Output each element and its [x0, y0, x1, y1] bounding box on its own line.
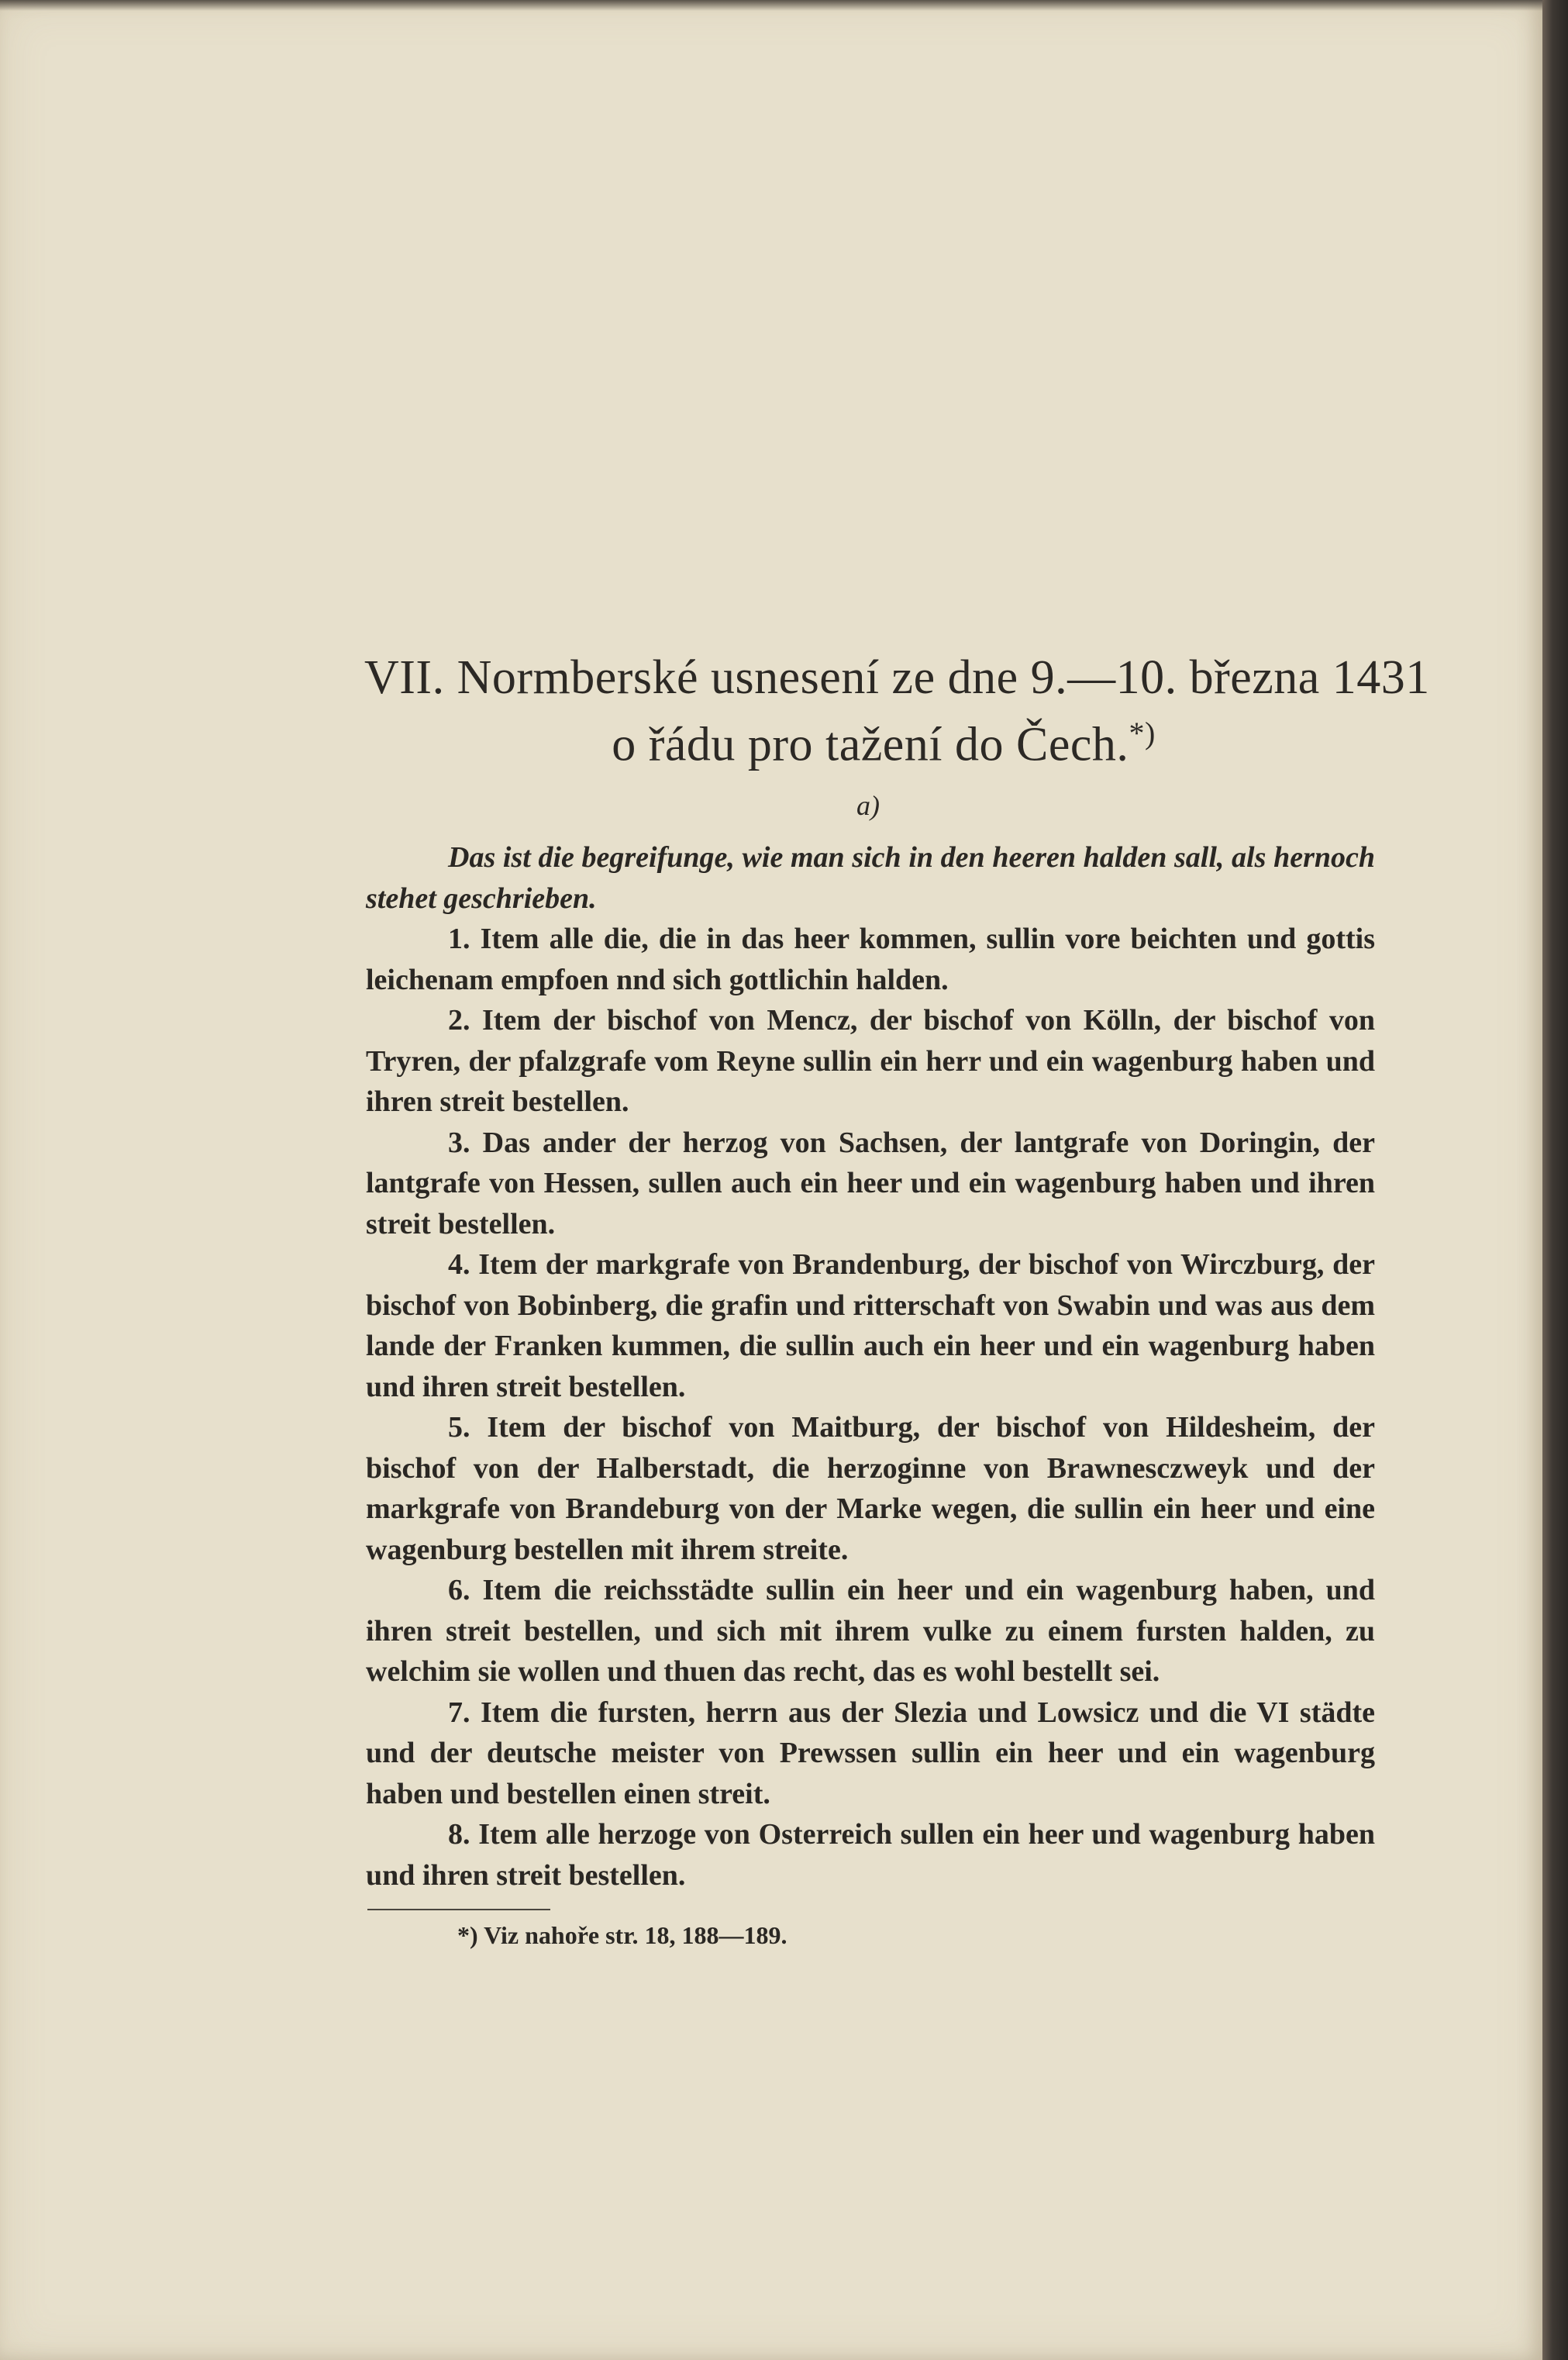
intro-paragraph: Das ist die begreifunge, wie man sich in den heeren halden sall, als hernoch stehet geschrieben.	[366, 841, 1375, 915]
footnote: *) Viz nahoře str. 18, 188—189.	[457, 1921, 787, 1949]
list-item: 7. Item die fursten, herrn aus der Slezia und Lowsicz und die VI städte und der deutsche meister von Prewssen sullin ein heer und ein wagenburg haben und bestellen einen streit.	[366, 1696, 1375, 1810]
page-top-edge	[0, 0, 1542, 11]
heading-line-2	[364, 706, 1403, 773]
section-label: a)	[856, 790, 880, 821]
heading-footnote-marker: *)	[1129, 716, 1156, 750]
heading-line-2-text: o řádu pro tažení do Čech.	[612, 718, 1129, 771]
footnote-divider	[367, 1909, 550, 1910]
book-spine	[1542, 0, 1568, 2360]
body-text	[366, 837, 1375, 1896]
list-item: 2. Item der bischof von Mencz, der bischof von Kölln, der bischof von Tryren, der pfalzgrafe vom Reyne sullin ein herr und ein wagenburg haben und ihren streit bestellen.	[366, 1004, 1375, 1118]
heading-line-1: VII. Normberské usnesení ze dne 9.—10. března 1431	[364, 651, 1430, 704]
list-item: 4. Item der markgrafe von Brandenburg, der bischof von Wirczburg, der bischof von Bobinberg, die grafin und ritterschaft von Swabin und was aus dem lande der Franken kummen, die sullin auch ein heer und ein wagenburg haben und ihren streit bestellen.	[366, 1248, 1375, 1403]
list-item: 1. Item alle die, die in das heer kommen, sullin vore beichten und gottis leichenam empfoen nnd sich gottlichin halden.	[366, 923, 1375, 996]
chapter-heading	[364, 650, 1430, 773]
list-item: 3. Das ander der herzog von Sachsen, der lantgrafe von Doringin, der lantgrafe von Hessen, sullen auch ein heer und ein wagenburg haben und ihren streit bestellen.	[366, 1126, 1375, 1240]
list-item: 6. Item die reichsstädte sullin ein heer und ein wagenburg haben, und ihren streit bestellen, und sich mit ihrem vulke zu einem fursten halden, zu welchim sie wollen und thuen das recht, das es wohl bestellt sei.	[366, 1574, 1375, 1688]
list-item: 5. Item der bischof von Maitburg, der bischof von Hildesheim, der bischof von der Halberstadt, die herzoginne von Brawnesczweyk und der markgrafe von Brandeburg von der Marke wegen, die sullin ein heer und eine wagenburg bestellen mit ihrem streite.	[366, 1411, 1375, 1566]
list-item: 8. Item alle herzoge von Osterreich sullen ein heer und wagenburg haben und ihren streit bestellen.	[366, 1818, 1375, 1892]
